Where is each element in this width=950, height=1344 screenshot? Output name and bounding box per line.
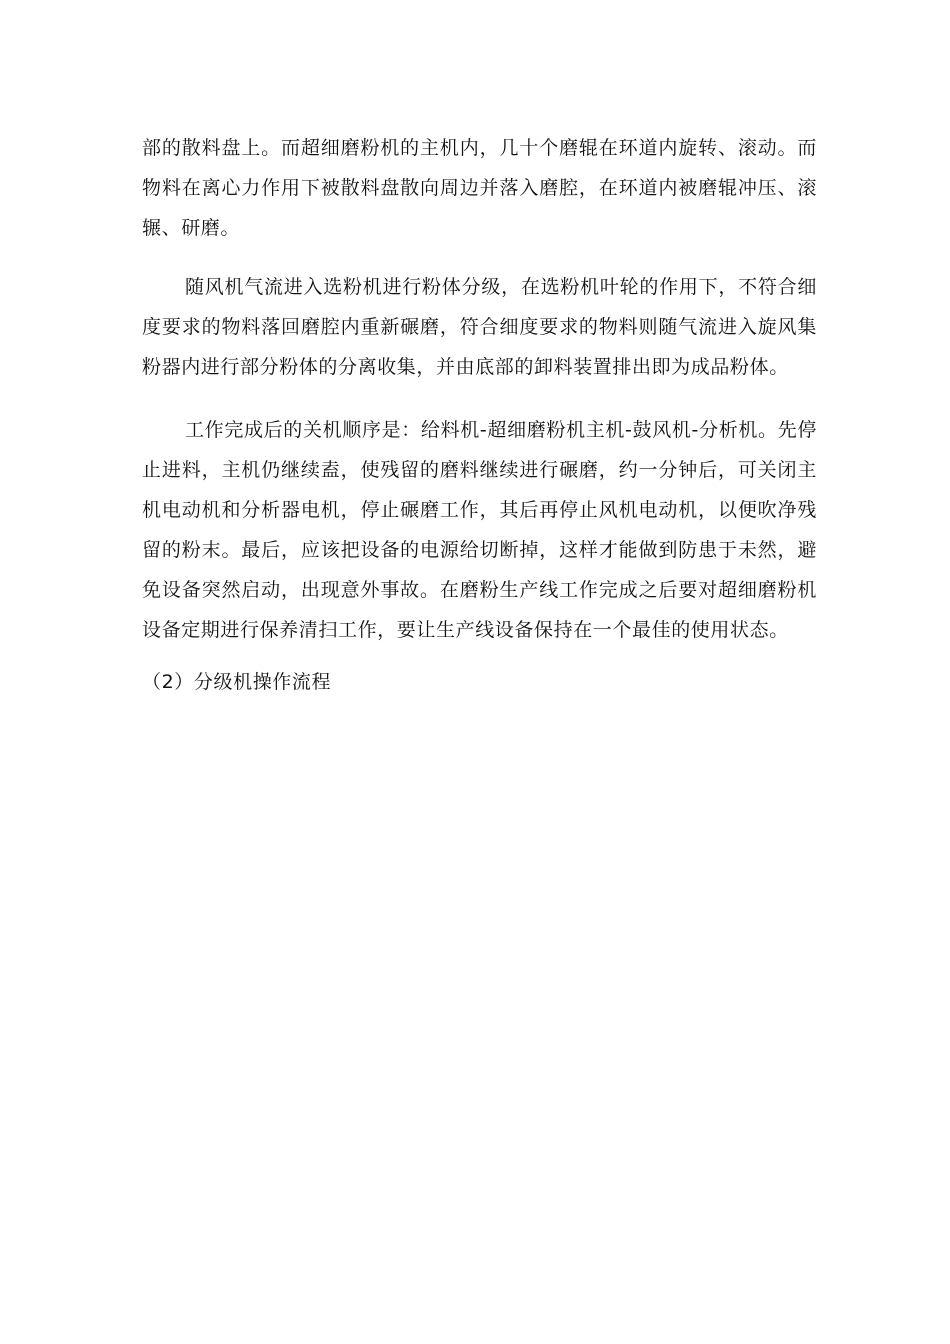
paragraph-grinding-process: 部的散料盘上。而超细磨粉机的主机内，几十个磨辊在环道内旋转、滚动。而物料在离心力作用下被散料盘散向周边并落入磨腔，在环道内被磨辊冲压、滚辗、研磨。 — [142, 137, 817, 239]
paragraph-classification: 随风机气流进入选粉机进行粉体分级，在选粉机叶轮的作用下，不符合细度要求的物料落回磨腔内重新碾磨，符合细度要求的物料则随气流进入旋风集粉器内进行部分粉体的分离收集，并由底部的卸料装置排出即为成品粉体。 — [142, 276, 817, 378]
document-body — [142, 128, 817, 702]
section-heading: （2）分级机操作流程 — [142, 671, 332, 693]
paragraph-shutdown-sequence: 工作完成后的关机顺序是：给料机-超细磨粉机主机-鼓风机-分析机。先停止进料，主机仍继续盍，使残留的磨料继续进行碾磨，约一分钟后，可关闭主机电动机和分析器电机，停止碾磨工作，其后再停止风机电动机，以便吹净残留的粉末。最后，应该把设备的电源给切断掉，这样才能做到防患于未然，避免设备突然启动，出现意外事故。在磨粉生产线工作完成之后要对超细磨粉机设备定期进行保养清扫工作，要让生产线设备保持在一个最佳的使用状态。 — [142, 419, 817, 641]
